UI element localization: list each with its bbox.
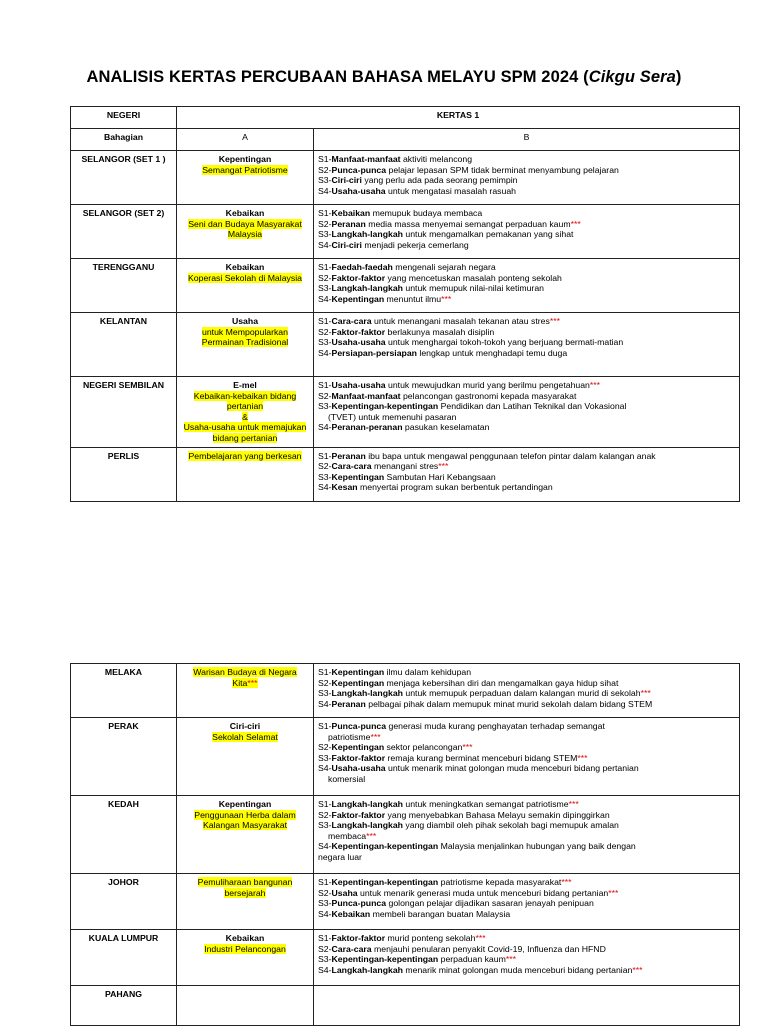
question-item (318, 667, 735, 678)
bahagian-a-topic: Pemuliharaan bangunan bersejarah (197, 877, 293, 898)
question-number: S1- (318, 933, 332, 943)
question-item (318, 316, 735, 327)
question-keyword: Usaha-usaha (331, 337, 386, 348)
question-keyword: Kesan (331, 482, 358, 493)
bahagian-b-cell (314, 718, 740, 796)
question-text: untuk menarik generasi muda untuk menceburi bidang pertanian (357, 887, 609, 898)
question-number: S2- (318, 218, 332, 229)
question-item (318, 348, 735, 359)
bahagian-b-cell (314, 874, 740, 930)
question-text: untuk memupuk perpaduan dalam kalangan murid di sekolah (402, 688, 641, 699)
header-bahagian: Bahagian (71, 129, 177, 151)
star-mark: *** (505, 954, 516, 965)
question-text: untuk mewujudkan murid yang berilmu pengetahuan (385, 380, 590, 390)
question-number: S2- (318, 887, 332, 898)
bahagian-a-cell (177, 259, 314, 313)
question-number: S2- (318, 677, 332, 688)
question-text: berlakunya masalah disiplin (385, 326, 495, 337)
question-text: lengkap untuk menghadapi temu duga (417, 347, 568, 358)
bahagian-a-cell (177, 664, 314, 718)
question-text: generasi muda kurang penghayatan terhadap semangat (386, 721, 605, 731)
star-mark: *** (441, 293, 452, 304)
question-item (318, 229, 735, 240)
bahagian-a-topic: Pembelajaran yang berkesan (188, 450, 302, 461)
state-name: PERLIS (71, 447, 177, 501)
bahagian-a-title: E-mel (233, 380, 257, 390)
bahagian-b-cell (314, 205, 740, 259)
question-number: S3- (318, 954, 332, 965)
header-a: A (177, 129, 314, 151)
star-mark: *** (589, 380, 601, 390)
question-keyword: Kepentingan-kepentingan (331, 877, 439, 887)
state-row (71, 874, 740, 930)
question-text: Malaysia menjalinkan hubungan yang baik dengan (438, 841, 636, 852)
question-item (318, 799, 735, 810)
bahagian-a-cell (177, 930, 314, 986)
question-keyword: Usaha (331, 887, 358, 898)
bahagian-a-title: Kebaikan (225, 933, 265, 943)
bahagian-b-cell (314, 259, 740, 313)
bahagian-a-topic: Koperasi Sekolah di Malaysia (188, 272, 302, 283)
bahagian-a-topic: Sekolah Selamat (212, 731, 278, 742)
header-b: B (314, 129, 740, 151)
question-text: untuk menangani masalah tekanan atau stres (371, 316, 550, 326)
question-text: negara luar (318, 851, 362, 862)
star-mark: *** (549, 316, 560, 326)
state-row (71, 151, 740, 205)
star-mark: *** (608, 887, 619, 898)
question-item (318, 401, 735, 412)
question-keyword: Usaha-usaha (331, 380, 386, 390)
state-name: PERAK (71, 718, 177, 796)
question-keyword: Ciri-ciri (331, 175, 362, 186)
state-name: SELANGOR (SET 2) (71, 205, 177, 259)
bahagian-b-cell (314, 986, 740, 1026)
question-text: yang menyebabkan Bahasa Melayu semakin dipinggirkan (385, 809, 610, 820)
question-keyword: Faedah-faedah (331, 262, 393, 272)
question-number: S2- (318, 164, 332, 175)
question-text: (TVET) untuk memenuhi pasaran (328, 411, 457, 422)
question-number: S3- (318, 820, 332, 831)
question-item (318, 262, 735, 273)
question-keyword: Cara-cara (331, 316, 372, 326)
bahagian-a-topic: untuk Mempopularkan Permainan Tradisional (201, 326, 289, 348)
bahagian-a-title: Ciri-ciri (229, 721, 261, 731)
bahagian-a-cell (177, 377, 314, 448)
question-number: S2- (318, 742, 332, 753)
question-text: ibu bapa untuk mengawal penggunaan telefon pintar dalam kalangan anak (365, 450, 656, 461)
question-keyword: Faktor-faktor (331, 326, 386, 337)
question-number: S2- (318, 326, 332, 337)
question-keyword: Kepentingan-kepentingan (331, 401, 439, 412)
question-item (318, 965, 735, 976)
question-text: aktiviti melancong (400, 154, 473, 164)
star-mark: *** (475, 933, 486, 943)
question-keyword: Faktor-faktor (331, 809, 386, 820)
bahagian-b-cell (314, 796, 740, 874)
question-item (318, 461, 735, 472)
question-keyword: Langkah-langkah (331, 688, 403, 699)
question-text: media massa menyemai semangat perpaduan kaum (365, 218, 571, 229)
star-mark: *** (462, 742, 473, 753)
question-text: untuk memupuk nilai-nilai ketimuran (402, 283, 544, 294)
question-text: pelancongan gastronomi kepada masyarakat (400, 390, 577, 401)
state-row (71, 718, 740, 796)
bahagian-a-cell (177, 313, 314, 377)
question-text: menyertai program sukan berbentuk pertandingan (357, 482, 553, 493)
question-item (318, 219, 735, 230)
question-item (318, 327, 735, 338)
bahagian-a-cell (177, 874, 314, 930)
question-item (318, 186, 735, 197)
state-name: SELANGOR (SET 1 ) (71, 151, 177, 205)
star-mark: *** (577, 752, 588, 763)
bahagian-b-cell (314, 930, 740, 986)
question-number: S3- (318, 283, 332, 294)
state-row (71, 313, 740, 377)
question-text: pasukan keselamatan (402, 422, 490, 433)
question-text: untuk menarik minat golongan muda menceburi bidang pertanian (385, 763, 639, 774)
question-number: S3- (318, 898, 332, 909)
question-item (318, 678, 735, 689)
bahagian-b-cell (314, 447, 740, 501)
question-number: S1- (318, 262, 332, 272)
question-item (318, 699, 735, 710)
question-keyword: Kebaikan (331, 208, 371, 218)
question-text: Sambutan Hari Kebangsaan (384, 471, 496, 482)
question-item (318, 841, 735, 862)
state-row (71, 205, 740, 259)
question-item (318, 294, 735, 305)
star-mark: *** (561, 877, 572, 887)
state-name: MELAKA (71, 664, 177, 718)
question-number: S1- (318, 450, 332, 461)
question-item (318, 451, 735, 462)
state-row (71, 930, 740, 986)
question-continuation (318, 774, 735, 785)
question-number: S4- (318, 964, 332, 975)
question-text: untuk menghargai tokoh-tokoh yang berjuang bermati-matian (385, 337, 624, 348)
question-keyword: Kepentingan-kepentingan (331, 954, 439, 965)
state-name: TERENGGANU (71, 259, 177, 313)
bahagian-a-topic: Penggunaan Herba dalam Kalangan Masyarakat (194, 809, 296, 831)
question-item (318, 742, 735, 753)
question-keyword: Ciri-ciri (331, 239, 362, 250)
bahagian-a-cell (177, 151, 314, 205)
question-number: S2- (318, 390, 332, 401)
question-keyword: Faktor-faktor (331, 752, 386, 763)
bahagian-a-cell (177, 447, 314, 501)
question-text: golongan pelajar dijadikan sasaran jenayah penipuan (386, 898, 594, 909)
question-keyword: Peranan (331, 450, 366, 461)
subheader-row (71, 129, 740, 151)
header-kertas: KERTAS 1 (177, 107, 740, 129)
question-number: S4- (318, 347, 332, 358)
question-number: S4- (318, 841, 332, 852)
question-keyword: Usaha-usaha (331, 763, 386, 774)
question-item (318, 810, 735, 821)
header-negeri: NEGERI (71, 107, 177, 129)
question-item (318, 753, 735, 764)
bahagian-b-cell (314, 377, 740, 448)
question-keyword: Punca-punca (331, 898, 387, 909)
question-keyword: Kepentingan (331, 742, 385, 753)
question-text: ilmu dalam kehidupan (384, 667, 472, 677)
question-keyword: Langkah-langkah (331, 820, 403, 831)
question-text: murid ponteng sekolah (385, 933, 476, 943)
bahagian-a-title: Usaha (231, 316, 259, 326)
question-item (318, 380, 735, 391)
state-row (71, 259, 740, 313)
state-name: KELANTAN (71, 313, 177, 377)
question-text: yang diambil oleh pihak sekolah bagi memupuk amalan (402, 820, 619, 831)
bahagian-b-cell (314, 151, 740, 205)
question-number: S1- (318, 721, 332, 731)
question-keyword: Persiapan-persiapan (331, 347, 417, 358)
question-text: yang perlu ada pada seorang pemimpin (361, 175, 518, 186)
question-text: menjauhi penularan penyakit Covid-19, Influenza dan HFND (371, 943, 606, 954)
bahagian-a-topic: Industri Pelancongan (204, 943, 286, 954)
question-number: S4- (318, 239, 332, 250)
bahagian-a-cell (177, 796, 314, 874)
question-number: S3- (318, 175, 332, 186)
question-number: S3- (318, 688, 332, 699)
question-item (318, 820, 735, 831)
question-item (318, 898, 735, 909)
question-item (318, 208, 735, 219)
state-row (71, 447, 740, 501)
question-text: memupuk budaya membaca (370, 208, 483, 218)
question-item (318, 944, 735, 955)
question-text: menuntut ilmu (384, 293, 442, 304)
question-number: S3- (318, 401, 332, 412)
question-text: untuk mengatasi masalah rasuah (385, 185, 516, 196)
question-item (318, 283, 735, 294)
question-keyword: Usaha-usaha (331, 185, 386, 196)
question-number: S2- (318, 272, 332, 283)
question-keyword: Faktor-faktor (331, 933, 386, 943)
star-mark: *** (570, 218, 581, 229)
bahagian-a-topic: Warisan Budaya di Negara Kita*** (193, 667, 297, 688)
question-number: S4- (318, 763, 332, 774)
question-text: perpaduan kaum (438, 954, 506, 965)
bahagian-a-amp: & (242, 411, 248, 422)
bahagian-a-topic: Seni dan Budaya Masyarakat Malaysia (188, 218, 302, 240)
question-number: S1- (318, 877, 332, 887)
question-keyword: Kepentingan (331, 677, 385, 688)
question-number: S2- (318, 809, 332, 820)
question-number: S1- (318, 799, 332, 809)
question-item (318, 273, 735, 284)
question-number: S4- (318, 482, 332, 493)
question-number: S1- (318, 667, 332, 677)
question-item (318, 391, 735, 402)
question-keyword: Peranan-peranan (331, 422, 403, 433)
state-name: PAHANG (71, 986, 177, 1026)
question-item (318, 337, 735, 348)
question-item (318, 721, 735, 732)
question-number: S1- (318, 316, 332, 326)
question-text: membaca (328, 830, 367, 841)
analysis-table-2 (70, 663, 740, 1026)
star-mark: *** (632, 964, 643, 975)
question-text: pelbagai pihak dalam memupuk minat murid sekolah dalam bidang STEM (365, 698, 653, 709)
question-text: menjaga kebersihan diri dan mengamalkan gaya hidup sihat (384, 677, 619, 688)
analysis-table-1 (70, 106, 740, 502)
bahagian-a-title: Kepentingan (218, 154, 272, 164)
question-number: S1- (318, 208, 332, 218)
bahagian-a-cell (177, 205, 314, 259)
state-name: KEDAH (71, 796, 177, 874)
bahagian-b-cell (314, 664, 740, 718)
question-item (318, 482, 735, 493)
star-mark: *** (247, 677, 258, 688)
question-item (318, 909, 735, 920)
question-item (318, 877, 735, 888)
question-number: S1- (318, 380, 332, 390)
question-number: S1- (318, 154, 332, 164)
state-row (71, 796, 740, 874)
star-mark: *** (370, 731, 381, 742)
bahagian-a-topic: Kebaikan-kebaikan bidang pertanian (193, 390, 297, 412)
question-keyword: Peranan (331, 218, 366, 229)
bahagian-a-title: Kebaikan (225, 262, 265, 272)
bahagian-a-title: Kepentingan (218, 799, 272, 809)
question-item (318, 472, 735, 483)
star-mark: *** (568, 799, 579, 809)
question-text: menangani stres (371, 461, 439, 472)
question-text: membeli barangan buatan Malaysia (370, 908, 511, 919)
question-number: S2- (318, 461, 332, 472)
question-text: yang mencetuskan masalah ponteng sekolah (385, 272, 562, 283)
question-continuation (318, 412, 735, 423)
question-keyword: Langkah-langkah (331, 799, 403, 809)
question-item (318, 175, 735, 186)
question-keyword: Kepentingan (331, 293, 385, 304)
question-keyword: Cara-cara (331, 943, 372, 954)
question-number: S4- (318, 293, 332, 304)
question-keyword: Langkah-langkah (331, 964, 403, 975)
question-number: S4- (318, 698, 332, 709)
question-text: Pendidikan dan Latihan Teknikal dan Vokasional (438, 401, 627, 412)
state-name: JOHOR (71, 874, 177, 930)
question-item (318, 954, 735, 965)
question-text: pelajar lepasan SPM tidak berminat menyambung pelajaran (386, 164, 619, 175)
question-number: S4- (318, 422, 332, 433)
question-number: S2- (318, 943, 332, 954)
bahagian-a-cell (177, 718, 314, 796)
question-keyword: Kepentingan (331, 471, 385, 482)
question-continuation (318, 831, 735, 842)
bahagian-b-cell (314, 313, 740, 377)
bahagian-a-topic-2: Usaha-usaha untuk memajukan bidang pertanian (183, 422, 307, 443)
question-item (318, 165, 735, 176)
state-row (71, 664, 740, 718)
question-number: S3- (318, 752, 332, 763)
state-row (71, 377, 740, 448)
question-keyword: Manfaat-manfaat (331, 154, 401, 164)
question-number: S3- (318, 337, 332, 348)
state-row (71, 986, 740, 1026)
question-text: remaja kurang berminat menceburi bidang STEM (385, 752, 578, 763)
header-row (71, 107, 740, 129)
bahagian-a-cell (177, 986, 314, 1026)
question-text: untuk meningkatkan semangat patriotisme (402, 799, 569, 809)
page-title: ANALISIS KERTAS PERCUBAAN BAHASA MELAYU SPM 2024 (Cikgu Sera) (86, 68, 682, 86)
question-text: untuk mengamalkan pemakanan yang sihat (402, 229, 574, 240)
question-keyword: Kepentingan (331, 667, 385, 677)
question-number: S4- (318, 185, 332, 196)
state-name: KUALA LUMPUR (71, 930, 177, 986)
question-keyword: Cara-cara (331, 461, 372, 472)
question-text: sektor pelancongan (384, 742, 463, 753)
question-keyword: Faktor-faktor (331, 272, 386, 283)
question-item (318, 933, 735, 944)
question-item (318, 154, 735, 165)
question-keyword: Punca-punca (331, 164, 387, 175)
state-name: NEGERI SEMBILAN (71, 377, 177, 448)
question-text: mengenali sejarah negara (392, 262, 496, 272)
question-number: S4- (318, 908, 332, 919)
star-mark: *** (640, 688, 651, 699)
question-number: S3- (318, 471, 332, 482)
question-item (318, 688, 735, 699)
question-keyword: Punca-punca (331, 721, 387, 731)
question-continuation (318, 732, 735, 743)
question-text: menjadi pekerja cemerlang (361, 239, 469, 250)
question-item (318, 240, 735, 251)
question-keyword: Manfaat-manfaat (331, 390, 401, 401)
question-item (318, 888, 735, 899)
star-mark: *** (366, 830, 377, 841)
question-keyword: Langkah-langkah (331, 229, 403, 240)
question-item (318, 763, 735, 774)
question-keyword: Kepentingan-kepentingan (331, 841, 439, 852)
question-text: patriotisme kepada masyarakat (438, 877, 562, 887)
star-mark: *** (438, 461, 449, 472)
question-text: komersial (328, 773, 366, 784)
question-number: S3- (318, 229, 332, 240)
bahagian-a-topic: Semangat Patriotisme (202, 164, 288, 175)
question-text: menarik minat golongan muda menceburi bidang pertanian (402, 964, 633, 975)
question-keyword: Peranan (331, 698, 366, 709)
question-item (318, 422, 735, 433)
bahagian-a-title: Kebaikan (225, 208, 265, 218)
question-keyword: Langkah-langkah (331, 283, 403, 294)
question-keyword: Kebaikan (331, 908, 371, 919)
question-text: patriotisme (328, 731, 371, 742)
